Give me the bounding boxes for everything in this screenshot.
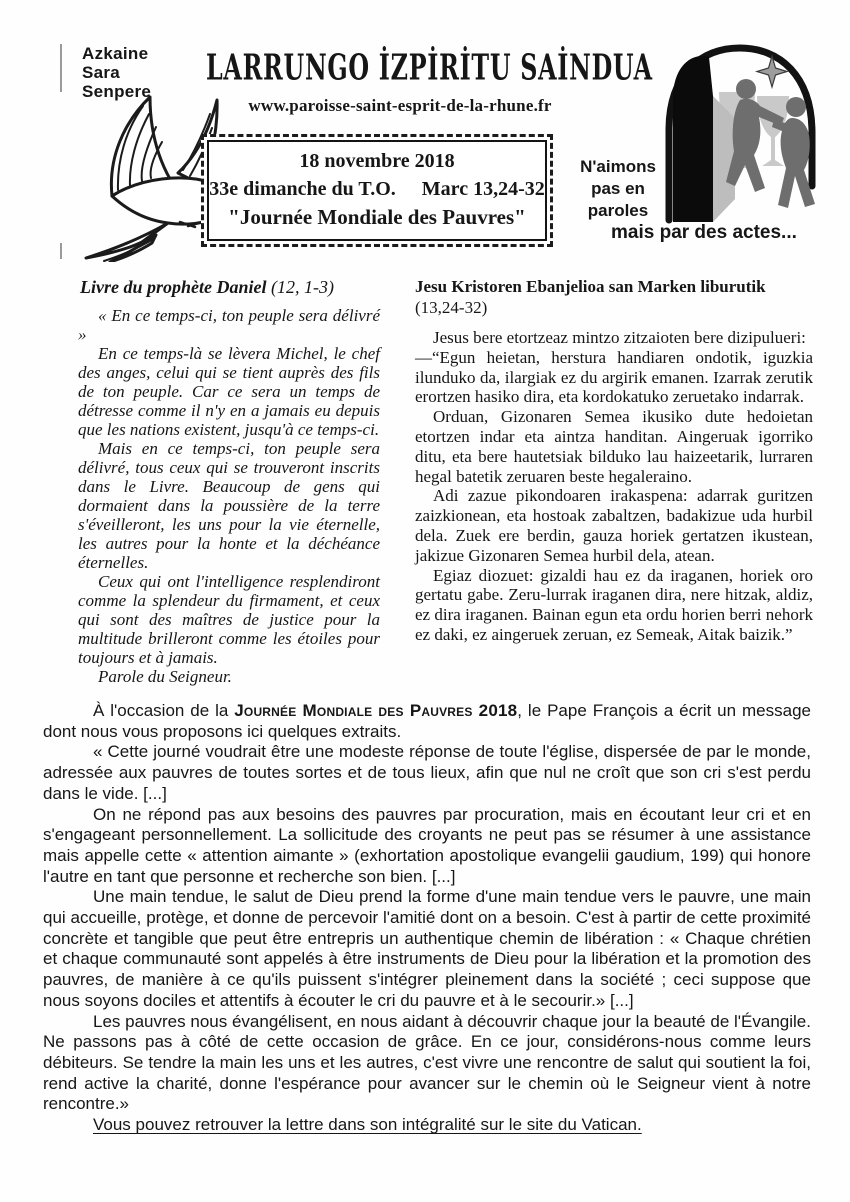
- reading-french-reference-text: (12, 1-3): [271, 277, 334, 297]
- bulletin-date: 18 novembre 2018: [299, 150, 455, 172]
- reading-french-reference: [271, 277, 334, 297]
- reading-basque-reference: (13,24-32): [415, 298, 488, 317]
- gospel-reference: Marc 13,24-32: [421, 178, 545, 200]
- paragraph: Jesus bere etortzeaz mintzo zitzaioten bere dizipulueri:: [433, 328, 806, 347]
- paragraph: Parole du Seigneur.: [98, 667, 232, 686]
- paragraph: Une main tendue, le salut de Dieu prend la forme d'une main tendue vers le pauvre, une main qui accueille, protège, et donne de percevoir l'amitié dont on a besoin. C'est à partir de cette proximité concrète et tangible que peut être entrepris un authentique chemin de libération : « Chaque chrétien et chaque communauté sont appelés à être instruments de Dieu pour la libération et la promotion des pauvres, de manière à ce qu'ils puissent s'intégrer pleinement dans la société ; ceci suppose que nous soyons dociles et attentifs à écouter le cri du pauvre et à le secourir.» [...]: [43, 887, 811, 1010]
- pope-message: [43, 701, 811, 1136]
- helping-hands-door-icon: [645, 34, 837, 226]
- paragraph: « Cette journé voudrait être une modeste réponse de toute l'église, dispersée de par le monde, adressée aux pauvres de toutes sortes et de tous lieux, afin que nul ne croît que son cri s'est perdu dans le vide. [...]: [43, 742, 811, 803]
- message-intro: [43, 701, 811, 742]
- motto-line: N'aimons: [580, 157, 656, 176]
- paragraph: « En ce temps-ci, ton peuple sera délivré »: [78, 306, 380, 344]
- readings-columns: [0, 276, 850, 686]
- scan-artifact-line: [60, 44, 62, 92]
- vatican-note: Vous pouvez retrouver la lettre dans son intégralité sur le site du Vatican.: [93, 1115, 642, 1135]
- parish-town: Sara: [82, 63, 121, 82]
- paragraph: Ceux qui ont l'intelligence resplendiront comme la splendeur du firmament, et ceux qui sont des maîtres de justice pour la multitude brilleront comme les étoiles pour toujours et à jamais.: [78, 572, 380, 667]
- date-frame: [201, 134, 553, 247]
- reading-basque: [415, 276, 813, 686]
- parish-website-url: www.paroisse-saint-esprit-de-la-rhune.fr: [248, 96, 552, 115]
- intro-before: À l'occasion de la: [93, 701, 235, 720]
- paragraph: On ne répond pas aux besoins des pauvres par procuration, mais en écoutant leur cri et en s'engageant personnellement. La sollicitude des croyants ne peut pas se résumer à une assistance mais appelle cette « attention aimante » (exhortation apostolique evangelii gaudium, 199) qui honore l'autre en tant que personne et recherche son bien. [...]: [43, 804, 811, 886]
- parish-town: Azkaine: [82, 44, 149, 63]
- paragraph: Egiaz diozuet: gizaldi hau ez da iraganen, horiek oro gertatu gabe. Zeru-lurrak iraganen dira, nere hitzak, aldiz, ez dira iraganen. Bainan egun eta ordu horien berri nehork ez daki, ez aingeruek zeruan, ez Semeak, Aitak baizik.”: [415, 565, 813, 644]
- paragraph: Orduan, Gizonaren Semea ikusiko dute hedoietan etortzen indar eta aintza handitan. Aingeruak igorriko ditu, eta bere hautetsiak bilduko lau haizeetarik, lurraren hegal batetik zeruaren beste hegaleraino.: [415, 407, 813, 486]
- reading-french-title: [80, 276, 380, 298]
- motto-tail: mais par des actes...: [611, 222, 797, 243]
- motto-line: paroles: [587, 201, 649, 220]
- paragraph: Adi zazue pikondoaren irakaspena: adarrak guritzen zaizkionean, eta hostoak zabaltzen, badakizue uda hurbil dela. Zuek ere berdin, gauza horiek gertatzen ikustean, jakizue Gizonaren Semea hurbil dela, atean.: [415, 486, 813, 565]
- paragraph: Les pauvres nous évangélisent, en nous aidant à découvrir chaque jour la beauté de l'Évangile. Ne passons pas à côté de cette occasion de grâce. En ce jour, considérons-nous comme leurs débiteurs. Se tendre la main les uns et les autres, c'est vivre une rencontre de salut qui soutient la foi, rend active la charité, donne l'espérance pour avancer sur le chemin où le Seigneur vient à notre rencontre.»: [43, 1011, 811, 1114]
- parish-towns: [82, 44, 151, 101]
- sunday-label: 33e dimanche du T.O.: [209, 178, 396, 200]
- paragraph: Mais en ce temps-ci, ton peuple sera délivré, tous ceux qui se trouveront inscrits dans le Livre. Beaucoup de gens qui dormaient dans la poussière de la terre s'éveilleront, les uns pour la vie éternelle, les autres pour la honte et la déchéance éternelles.: [78, 439, 380, 572]
- reading-basque-title: Jesu Kristoren Ebanjelioa san Marken liburutik: [415, 277, 766, 296]
- parish-town: Senpere: [82, 82, 152, 101]
- reading-french-title-text: Livre du prophète Daniel: [80, 277, 267, 297]
- sunday-and-reading: [209, 177, 544, 202]
- event-name: Journée Mondiale des Pauvres 2018: [234, 701, 518, 720]
- page-title: LARRUNGO İZPİRİTU SAİNDUA: [206, 46, 653, 89]
- date-frame-inner: [207, 140, 547, 241]
- theme-title: "Journée Mondiale des Pauvres": [228, 205, 526, 229]
- intro-after: , le Pape François a écrit un message dont nous vous proposons ici quelques extraits.: [43, 701, 811, 741]
- paragraph: —“Egun heietan, herstura handiaren ondotik, iguzkia ilunduko da, ilargiak ez du argirik emanen. Izarrak zerutik erortzen hasiko dira, eta kordokatuko zeruetako indarrak.: [415, 347, 813, 407]
- reading-french: [78, 276, 380, 686]
- motto-line: pas en: [591, 179, 645, 198]
- paragraph: En ce temps-là se lèvera Michel, le chef des anges, celui qui se tient auprès des fils de ton peuple. Car ce sera un temps de détresse comme il n'y en a jamais eu depuis que les nations existent, jusqu'à ce temps-ci.: [78, 344, 380, 439]
